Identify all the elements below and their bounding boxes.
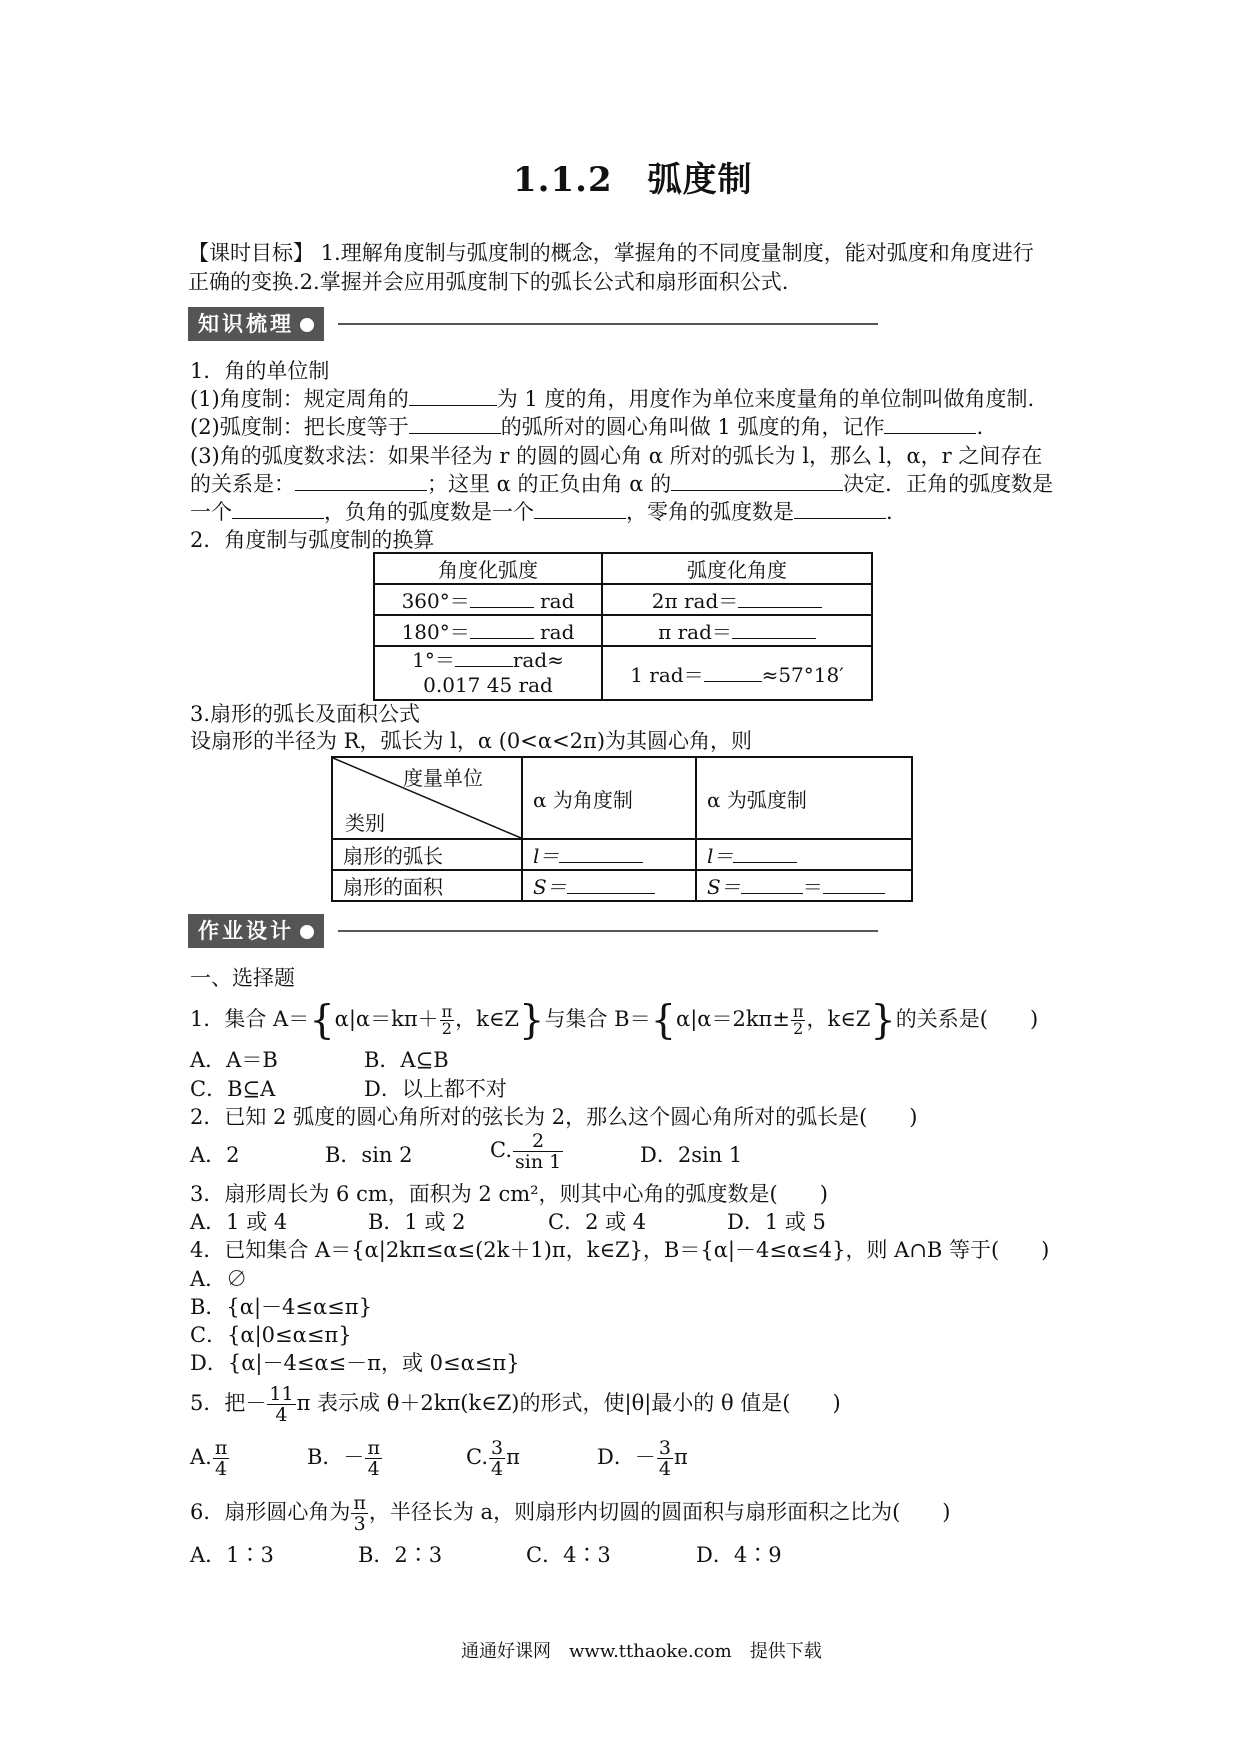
- page-footer: 通通好课网 www.tthaoke.com 提供下载: [461, 1641, 822, 1662]
- table-cell: 扇形的面积: [332, 870, 522, 901]
- cell-text: 类别: [345, 811, 385, 835]
- table-row: [332, 839, 912, 870]
- table-row: [374, 553, 872, 584]
- item1-b-text3: .: [976, 415, 984, 439]
- item1-c3-text3: ，零角的弧度数是: [626, 500, 794, 524]
- frac-den: 4: [275, 1404, 288, 1426]
- q1-text: α|α＝kπ＋: [334, 1007, 439, 1031]
- q4-option-d: D．{α|－4≤α≤－π，或 0≤α≤π}: [190, 1351, 520, 1375]
- option-label: C.: [490, 1138, 512, 1162]
- q1-text: ，k∈Z: [455, 1007, 520, 1031]
- item1-a-text1: (1)角度制：规定周角的: [190, 387, 409, 411]
- page-title: 1.1.2 弧度制: [513, 160, 753, 200]
- option-label: A.: [190, 1445, 212, 1469]
- q5-option-d: [597, 1436, 688, 1479]
- blank: [884, 415, 976, 434]
- cell-text: rad≈: [512, 648, 564, 672]
- option-label: C.: [466, 1445, 488, 1469]
- q6-stem: [190, 1491, 950, 1534]
- table-row: [332, 757, 912, 839]
- frac-num: π: [214, 1437, 228, 1459]
- frac-den: 4: [491, 1458, 504, 1480]
- q1-text: 与集合 B＝: [544, 1007, 651, 1031]
- table-header-cell: 弧度化角度: [602, 553, 872, 584]
- cell-text: S＝: [533, 875, 567, 899]
- q1-text: α|α＝2kπ±: [676, 1007, 790, 1031]
- q1-text: ，k∈Z: [806, 1007, 871, 1031]
- q3-option-a: A．1 或 4: [190, 1210, 288, 1234]
- cell-text: l＝: [707, 844, 734, 868]
- q5-stem: [190, 1382, 841, 1425]
- item3-title: 3.扇形的弧长及面积公式: [190, 702, 421, 726]
- frac-num: π: [792, 1002, 804, 1021]
- q6-text: ，半径长为 a，则扇形内切圆的圆面积与扇形面积之比为( ): [368, 1500, 951, 1524]
- frac-num: 3: [491, 1437, 504, 1459]
- table-header-cell: α 为弧度制: [696, 757, 912, 839]
- blank: [470, 589, 534, 608]
- q4-option-a: A．∅: [190, 1267, 248, 1291]
- frac-num: π: [441, 1002, 453, 1021]
- frac-num: π: [367, 1437, 380, 1459]
- cell-text: π rad＝: [658, 620, 732, 644]
- item1-c2-text2: ；这里 α 的正负由角 α 的: [427, 472, 672, 496]
- fraction: [351, 1493, 368, 1534]
- option-label: D．－: [597, 1445, 656, 1469]
- goal-line-1: [188, 240, 1034, 266]
- blank: [794, 500, 886, 519]
- table-cell: [522, 839, 696, 870]
- diagonal-header-cell: [332, 757, 522, 839]
- q2-stem: 2．已知 2 弧度的圆心角所对的弦长为 2，那么这个圆心角所对的弧长是( ): [190, 1105, 918, 1129]
- item2-title: 2．角度制与弧度制的换算: [190, 528, 435, 552]
- blank: [671, 472, 843, 491]
- frac-den: 3: [353, 1513, 366, 1535]
- blank: [732, 620, 816, 639]
- blank: [733, 844, 797, 863]
- frac-den: 2: [793, 1019, 804, 1038]
- q6-text: 6．扇形圆心角为: [190, 1500, 351, 1524]
- frac-den: 2: [441, 1019, 452, 1038]
- blank: [741, 875, 803, 894]
- dot-icon: [300, 318, 314, 332]
- item1-c1: (3)角的弧度数求法：如果半径为 r 的圆的圆心角 α 所对的弧长为 l，那么 l，α，r 之间存在: [190, 444, 1043, 468]
- cell-text: rad: [540, 620, 575, 644]
- item1-b: [190, 414, 983, 440]
- item1-c2: [190, 471, 1053, 497]
- table-cell: [696, 870, 912, 901]
- fraction: [513, 1131, 563, 1172]
- q5-option-a: [190, 1436, 230, 1479]
- cell-text: ＝: [802, 875, 823, 899]
- blank: [455, 648, 513, 667]
- q1-stem: [190, 997, 1039, 1044]
- item1-a-text2: 为 1 度的角，用度作为单位来度量角的单位制叫做角度制.: [496, 387, 1035, 411]
- brace-right: }: [870, 997, 896, 1044]
- frac-num: 11: [269, 1383, 294, 1405]
- frac-den: 4: [215, 1458, 228, 1480]
- q1-option-d: D．以上都不对: [364, 1077, 507, 1101]
- cell-text: 180°＝: [401, 620, 470, 644]
- brace-left: {: [309, 997, 335, 1044]
- section-header-box: [188, 307, 324, 341]
- goal-line-2: 正确的变换.2.掌握并会应用弧度制下的弧长公式和扇形面积公式.: [188, 270, 789, 294]
- sector-formula-table: [331, 756, 913, 902]
- blank: [704, 663, 762, 682]
- frac-den: 4: [367, 1458, 380, 1480]
- table-cell: [374, 584, 602, 615]
- item1-b-text1: (2)弧度制：把长度等于: [190, 415, 409, 439]
- q1-option-b: B．A⊆B: [364, 1048, 449, 1072]
- cell-text: 360°＝: [401, 589, 470, 613]
- q6-option-d: D．4∶9: [696, 1543, 782, 1567]
- table-cell: 扇形的弧长: [332, 839, 522, 870]
- table-row: [374, 646, 872, 700]
- section-header-box: [188, 914, 324, 948]
- q5-text: 5．把－: [190, 1391, 267, 1415]
- section-header-homework: [188, 914, 878, 948]
- q4-option-b: B．{α|－4≤α≤π}: [190, 1295, 372, 1319]
- q3-option-d: D．1 或 5: [727, 1210, 826, 1234]
- item1-title: 1．角的单位制: [190, 359, 330, 383]
- part-title: 一、选择题: [190, 966, 295, 990]
- section-header-knowledge: [188, 307, 878, 341]
- q2-option-d: D．2sin 1: [640, 1143, 743, 1167]
- table-cell: [374, 646, 602, 700]
- q4-option-c: C．{α|0≤α≤π}: [190, 1323, 352, 1347]
- item3-desc: 设扇形的半径为 R，弧长为 l，α (0<α<2π)为其圆心角，则: [190, 729, 753, 753]
- item1-a: [190, 386, 1034, 412]
- blank: [232, 500, 324, 519]
- q2-option-b: B．sin 2: [325, 1143, 413, 1167]
- frac-den: 4: [658, 1458, 671, 1480]
- fraction: [791, 1004, 806, 1037]
- item1-c2-text3: 决定．正角的弧度数是: [843, 472, 1054, 496]
- q5-option-c: [466, 1436, 520, 1479]
- goal-label: 【课时目标】: [188, 241, 314, 265]
- item1-c3-text2: ，负角的弧度数是一个: [324, 500, 534, 524]
- item1-c2-text1: 的关系是：: [190, 472, 295, 496]
- q6-option-c: C．4∶3: [526, 1543, 611, 1567]
- table-row: [374, 615, 872, 646]
- brace-right: }: [519, 997, 545, 1044]
- table-cell: [602, 584, 872, 615]
- conversion-table: [373, 552, 873, 701]
- option-label: B．－: [307, 1445, 365, 1469]
- q3-stem: 3．扇形周长为 6 cm，面积为 2 cm²，则其中心角的弧度数是( ): [190, 1182, 828, 1206]
- table-header-cell: 角度化弧度: [374, 553, 602, 584]
- blank: [295, 472, 427, 491]
- q2-option-a: A．2: [190, 1143, 240, 1167]
- blank: [567, 875, 655, 894]
- section-header-label: 知识梳理: [198, 312, 294, 336]
- frac-num: 2: [513, 1131, 563, 1152]
- blank: [823, 875, 885, 894]
- cell-text: 1°＝: [412, 648, 455, 672]
- cell-text: S＝: [707, 875, 741, 899]
- item1-c3-text4: .: [886, 500, 893, 524]
- fraction: [267, 1384, 295, 1425]
- table-cell: [696, 839, 912, 870]
- q5-option-b: [307, 1436, 383, 1479]
- section-divider: [338, 323, 878, 325]
- section-header-label: 作业设计: [198, 919, 294, 943]
- cell-text: 2π rad＝: [651, 589, 739, 613]
- dot-icon: [300, 925, 314, 939]
- cell-text: 0.017 45 rad: [423, 673, 553, 697]
- table-cell: [602, 615, 872, 646]
- frac-den: sin 1: [515, 1151, 562, 1173]
- q2-option-c: [490, 1130, 564, 1172]
- table-cell: [374, 615, 602, 646]
- q3-option-b: B．1 或 2: [368, 1210, 466, 1234]
- item1-c3-text1: 一个: [190, 500, 232, 524]
- q5-text: π 表示成 θ＋2kπ(k∈Z)的形式，使|θ|最小的 θ 值是( ): [296, 1391, 841, 1415]
- blank: [559, 844, 643, 863]
- fraction: [365, 1438, 382, 1479]
- cell-text: rad: [540, 589, 575, 613]
- item1-b-text2: 的弧所对的圆心角叫做 1 弧度的角，记作: [500, 415, 885, 439]
- cell-text: 1 rad＝: [630, 662, 704, 687]
- frac-num: π: [353, 1492, 366, 1514]
- cell-text: 度量单位: [403, 766, 483, 790]
- q1-option-c: C．B⊆A: [190, 1077, 276, 1101]
- blank: [409, 387, 497, 406]
- option-text: π: [506, 1445, 520, 1469]
- brace-left: {: [650, 997, 677, 1044]
- fraction: [213, 1438, 230, 1479]
- table-header-cell: α 为角度制: [522, 757, 696, 839]
- table-row: [374, 584, 872, 615]
- q6-option-b: B．2∶3: [358, 1543, 443, 1567]
- blank: [738, 589, 822, 608]
- blank: [534, 500, 626, 519]
- blank: [409, 415, 501, 434]
- q1-text: 的关系是( ): [895, 1007, 1039, 1031]
- section-divider: [338, 930, 878, 932]
- fraction: [489, 1438, 505, 1479]
- table-cell: [602, 646, 872, 700]
- fraction: [440, 1004, 455, 1037]
- q1-option-a: A．A＝B: [190, 1048, 278, 1072]
- table-cell: [522, 870, 696, 901]
- cell-text: l＝: [533, 844, 560, 868]
- table-row: [332, 870, 912, 901]
- cell-text: ≈57°18′: [761, 662, 844, 687]
- goal-text-1: 1.理解角度制与弧度制的概念，掌握角的不同度量制度，能对弧度和角度进行: [320, 241, 1034, 265]
- blank: [470, 620, 534, 639]
- q1-text: 1．集合 A＝: [190, 1007, 310, 1031]
- q3-option-c: C．2 或 4: [548, 1210, 647, 1234]
- option-text: π: [673, 1445, 688, 1469]
- q6-option-a: A．1∶3: [190, 1543, 274, 1567]
- frac-num: 3: [658, 1437, 671, 1459]
- q4-stem: 4．已知集合 A＝{α|2kπ≤α≤(2k＋1)π，k∈Z}，B＝{α|－4≤α≤4}，则 A∩B 等于( ): [190, 1238, 1050, 1262]
- fraction: [657, 1438, 673, 1479]
- item1-c3: [190, 499, 893, 525]
